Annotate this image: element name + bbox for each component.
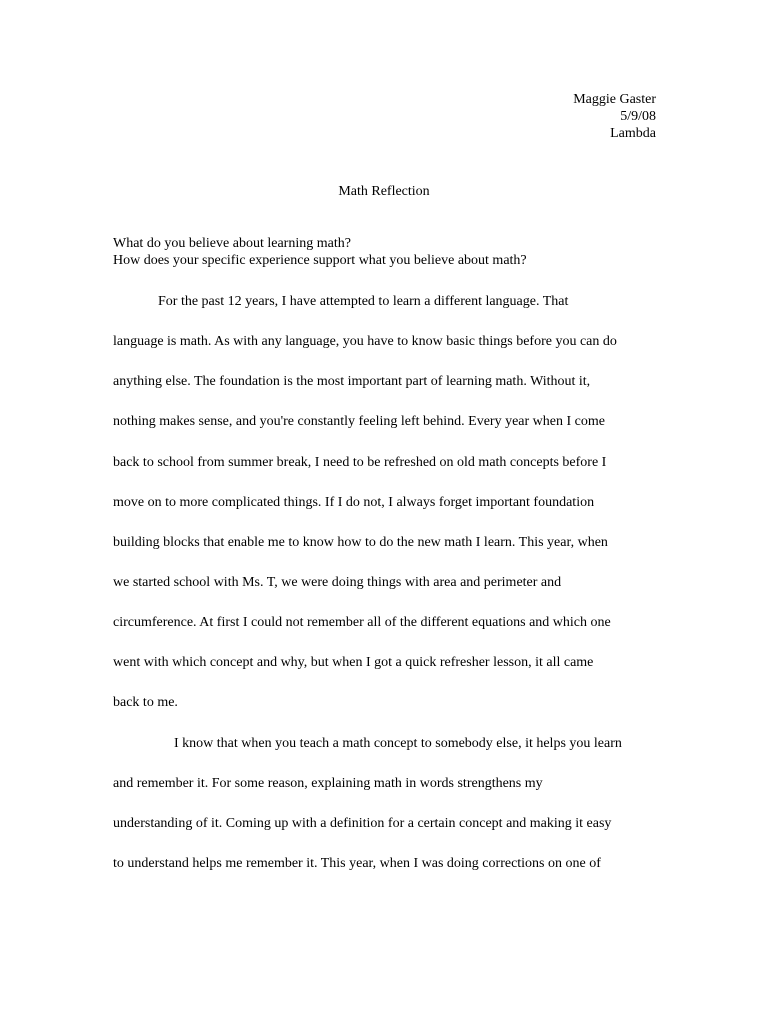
paragraph-line: we started school with Ms. T, we were doing things with area and perimeter and (113, 575, 562, 590)
paragraph-line: I know that when you teach a math concept to somebody else, it helps you learn (174, 736, 622, 751)
author-name: Maggie Gaster (573, 92, 656, 107)
paragraph-line: back to me. (113, 695, 178, 710)
class-group: Lambda (610, 126, 656, 141)
paragraph-line: building blocks that enable me to know how to do the new math I learn. This year, when (113, 535, 608, 550)
paragraph-line: circumference. At first I could not remember all of the different equations and which one (113, 615, 611, 630)
prompt-questions (113, 235, 527, 269)
prompt-question: What do you believe about learning math? (113, 236, 351, 251)
prompt-question: How does your specific experience support what you believe about math? (113, 253, 527, 268)
paragraph-line: understanding of it. Coming up with a definition for a certain concept and making it easy (113, 816, 612, 831)
paragraph-line: and remember it. For some reason, explaining math in words strengthens my (113, 776, 543, 791)
paragraph-line: went with which concept and why, but when I got a quick refresher lesson, it all came (113, 655, 594, 670)
paragraph-line: For the past 12 years, I have attempted to learn a different language. That (158, 294, 569, 309)
paragraph-line: move on to more complicated things. If I do not, I always forget important foundation (113, 495, 595, 510)
paragraph-line: nothing makes sense, and you're constantly feeling left behind. Every year when I come (113, 414, 605, 429)
paragraph-line: back to school from summer break, I need to be refreshed on old math concepts before I (113, 455, 607, 470)
paragraph-line: anything else. The foundation is the most important part of learning math. Without it, (113, 374, 591, 389)
author-header (573, 91, 656, 142)
paragraph-line: to understand helps me remember it. This year, when I was doing corrections on one of (113, 856, 601, 871)
document-date: 5/9/08 (620, 109, 656, 124)
document-title: Math Reflection (338, 184, 430, 199)
paragraph-line: language is math. As with any language, you have to know basic things before you can do (113, 334, 617, 349)
